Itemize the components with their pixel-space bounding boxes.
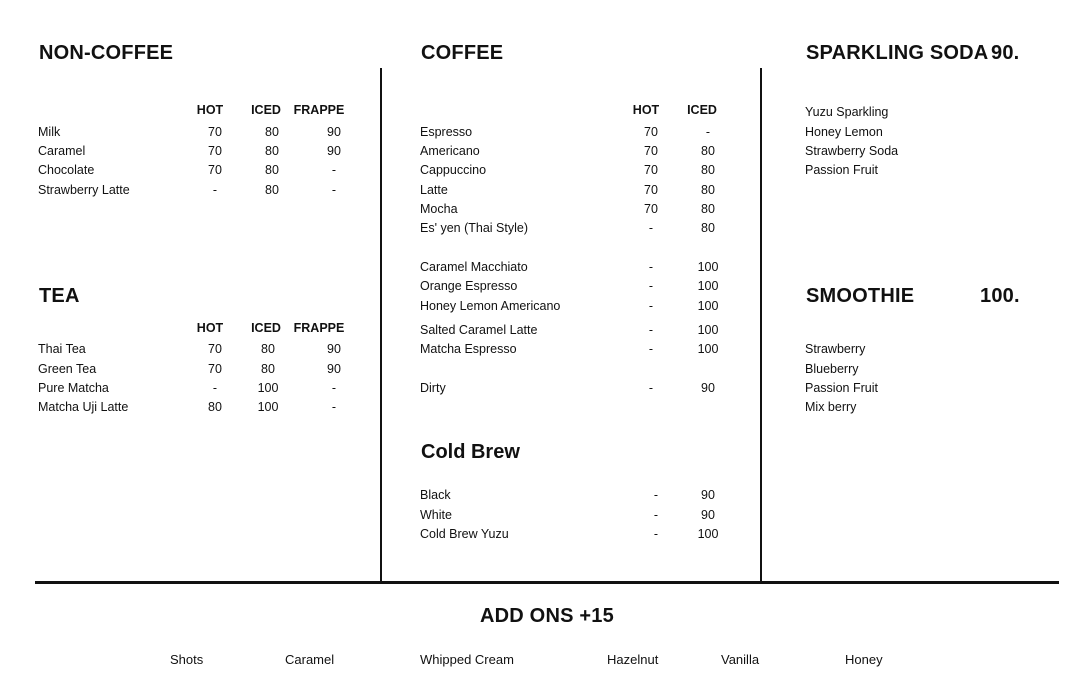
- divider-left: [380, 68, 382, 582]
- coffee-header-hot: HOT: [632, 103, 660, 117]
- menu-item-name: Strawberry Soda: [805, 144, 899, 158]
- menu-item-name: Orange Espresso: [420, 279, 518, 293]
- price-hot: -: [648, 299, 654, 313]
- price-frappe: 90: [327, 342, 341, 356]
- price-hot: -: [648, 323, 654, 337]
- price-iced: 90: [701, 488, 715, 502]
- menu-item-name: Caramel Macchiato: [420, 260, 528, 274]
- price-iced: 80: [701, 163, 715, 177]
- price-iced: 100: [697, 260, 719, 274]
- add-on-item: Shots: [170, 652, 204, 667]
- price-hot: 70: [644, 144, 658, 158]
- price-iced: 80: [701, 202, 715, 216]
- menu-item-name: Strawberry Latte: [38, 183, 130, 197]
- menu-item-name: Mix berry: [805, 400, 857, 414]
- price-iced: -: [705, 125, 711, 139]
- price-hot: -: [653, 527, 659, 541]
- menu-item-name: Cold Brew Yuzu: [420, 527, 509, 541]
- menu-item-name: Espresso: [420, 125, 473, 139]
- price-iced: 80: [265, 144, 279, 158]
- price-hot: -: [648, 260, 654, 274]
- price-iced: 80: [265, 183, 279, 197]
- price-frappe: -: [331, 400, 337, 414]
- menu-item-name: Blueberry: [805, 362, 859, 376]
- tea-header-iced: ICED: [251, 321, 281, 335]
- price-hot: -: [212, 381, 218, 395]
- add-ons-title: ADD ONS +15: [480, 605, 614, 627]
- menu-item-name: Matcha Espresso: [420, 342, 517, 356]
- menu-item-name: Thai Tea: [38, 342, 86, 356]
- price-iced: 80: [261, 342, 275, 356]
- price-frappe: -: [331, 381, 337, 395]
- add-on-item: Caramel: [285, 652, 335, 667]
- price-iced: 100: [257, 381, 279, 395]
- tea-title: TEA: [39, 285, 80, 307]
- price-hot: -: [648, 279, 654, 293]
- sparkling-soda-title: SPARKLING SODA: [806, 42, 989, 64]
- price-iced: 100: [257, 400, 279, 414]
- non-coffee-header-frappe: FRAPPE: [293, 103, 345, 117]
- price-iced: 100: [697, 279, 719, 293]
- coffee-title: COFFEE: [421, 42, 504, 64]
- add-on-item: Hazelnut: [607, 652, 659, 667]
- menu-item-name: Green Tea: [38, 362, 97, 376]
- menu-item-name: Americano: [420, 144, 480, 158]
- menu-item-name: Mocha: [420, 202, 458, 216]
- non-coffee-header-iced: ICED: [251, 103, 281, 117]
- price-iced: 90: [701, 381, 715, 395]
- menu-item-name: Chocolate: [38, 163, 95, 177]
- price-hot: 70: [208, 362, 222, 376]
- price-iced: 80: [701, 183, 715, 197]
- divider-right: [760, 68, 762, 582]
- price-hot: -: [648, 221, 654, 235]
- price-hot: 70: [644, 202, 658, 216]
- tea-header-frappe: FRAPPE: [293, 321, 345, 335]
- price-hot: -: [648, 342, 654, 356]
- menu-item-name: Honey Lemon Americano: [420, 299, 561, 313]
- menu-item-name: Milk: [38, 125, 61, 139]
- price-iced: 80: [265, 163, 279, 177]
- price-iced: 100: [697, 323, 719, 337]
- menu-item-name: Yuzu Sparkling: [805, 105, 889, 119]
- price-frappe: 90: [327, 125, 341, 139]
- menu-item-name: Cappuccino: [420, 163, 487, 177]
- price-iced: 100: [697, 527, 719, 541]
- menu-item-name: Es' yen (Thai Style): [420, 221, 528, 235]
- divider-bottom: [35, 581, 1059, 584]
- price-frappe: -: [331, 163, 337, 177]
- menu-item-name: Honey Lemon: [805, 125, 883, 139]
- price-hot: 80: [208, 400, 222, 414]
- price-hot: -: [653, 488, 659, 502]
- menu-item-name: Passion Fruit: [805, 163, 878, 177]
- menu-item-name: Passion Fruit: [805, 381, 878, 395]
- price-hot: 70: [208, 125, 222, 139]
- price-hot: -: [212, 183, 218, 197]
- price-hot: 70: [208, 163, 222, 177]
- price-hot: 70: [208, 144, 222, 158]
- menu-item-name: Dirty: [420, 381, 446, 395]
- price-hot: 70: [644, 183, 658, 197]
- add-on-item: Vanilla: [721, 652, 760, 667]
- price-hot: -: [648, 381, 654, 395]
- menu-item-name: Black: [420, 488, 451, 502]
- non-coffee-header-hot: HOT: [196, 103, 224, 117]
- non-coffee-title: NON-COFFEE: [39, 42, 174, 64]
- price-iced: 80: [261, 362, 275, 376]
- smoothie-title: SMOOTHIE: [806, 285, 915, 307]
- price-hot: -: [653, 508, 659, 522]
- price-iced: 80: [701, 221, 715, 235]
- price-frappe: -: [331, 183, 337, 197]
- add-on-item: Honey: [845, 652, 883, 667]
- price-iced: 90: [701, 508, 715, 522]
- menu-item-name: Latte: [420, 183, 448, 197]
- menu-item-name: Pure Matcha: [38, 381, 109, 395]
- menu-item-name: White: [420, 508, 452, 522]
- price-iced: 100: [697, 299, 719, 313]
- price-hot: 70: [644, 125, 658, 139]
- add-on-item: Whipped Cream: [420, 652, 514, 667]
- coffee-header-iced: ICED: [687, 103, 717, 117]
- menu-item-name: Strawberry: [805, 342, 866, 356]
- cold-brew-title: Cold Brew: [421, 441, 520, 463]
- price-iced: 80: [265, 125, 279, 139]
- price-hot: 70: [208, 342, 222, 356]
- tea-header-hot: HOT: [196, 321, 224, 335]
- price-frappe: 90: [327, 362, 341, 376]
- smoothie-price: 100.: [980, 285, 1020, 307]
- price-hot: 70: [644, 163, 658, 177]
- price-iced: 100: [697, 342, 719, 356]
- menu-item-name: Caramel: [38, 144, 86, 158]
- menu-item-name: Salted Caramel Latte: [420, 323, 538, 337]
- sparkling-soda-price: 90.: [991, 42, 1020, 64]
- price-frappe: 90: [327, 144, 341, 158]
- price-iced: 80: [701, 144, 715, 158]
- menu-item-name: Matcha Uji Latte: [38, 400, 129, 414]
